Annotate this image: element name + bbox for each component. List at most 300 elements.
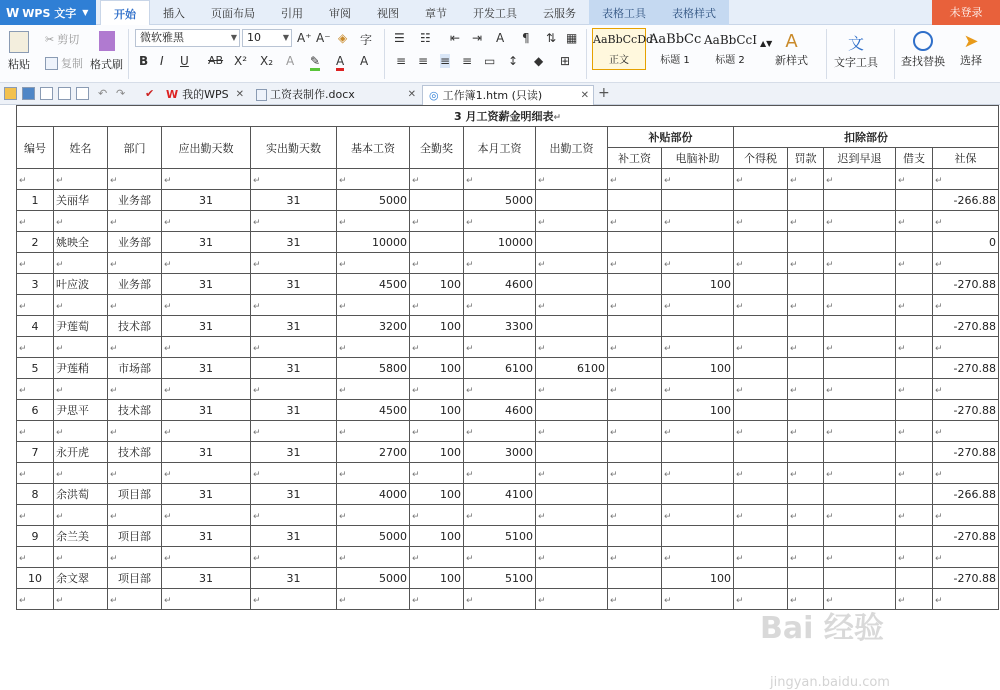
table-cell[interactable]: ↵ — [824, 169, 896, 190]
cell-attendance-bonus[interactable]: 100 — [410, 568, 464, 589]
table-cell[interactable]: ↵ — [933, 421, 999, 442]
format-painter-button[interactable] — [90, 31, 123, 72]
tab-table-tools[interactable]: 表格工具 — [589, 0, 659, 25]
cell-income-tax[interactable] — [734, 442, 788, 463]
table-cell[interactable]: ↵ — [536, 211, 608, 232]
table-cell[interactable]: ↵ — [17, 547, 54, 568]
login-button[interactable]: 未登录 — [932, 0, 1000, 25]
cell-no[interactable]: 9 — [17, 526, 54, 547]
table-cell[interactable]: ↵ — [410, 295, 464, 316]
cell-income-tax[interactable] — [734, 526, 788, 547]
save-icon[interactable] — [22, 87, 35, 100]
table-cell[interactable]: ↵ — [17, 379, 54, 400]
table-cell[interactable]: ↵ — [54, 505, 108, 526]
table-cell[interactable]: ↵ — [788, 547, 824, 568]
cell-due-days[interactable]: 31 — [162, 316, 251, 337]
table-cell[interactable]: ↵ — [933, 253, 999, 274]
cell-name[interactable]: 余洪萄 — [54, 484, 108, 505]
table-cell[interactable]: ↵ — [464, 589, 536, 610]
table-cell[interactable]: ↵ — [162, 211, 251, 232]
clear-format-icon[interactable]: ◈ — [338, 31, 348, 45]
cell-due-days[interactable]: 31 — [162, 274, 251, 295]
table-cell[interactable]: ↵ — [17, 589, 54, 610]
text-tools-button[interactable] — [834, 31, 878, 70]
table-cell[interactable]: ↵ — [162, 169, 251, 190]
table-cell[interactable]: ↵ — [251, 169, 337, 190]
cell-due-days[interactable]: 31 — [162, 358, 251, 379]
cell-attendance-pay[interactable] — [536, 568, 608, 589]
redo-icon[interactable]: ↷ — [116, 87, 126, 100]
cell-dept[interactable]: 项目部 — [108, 526, 162, 547]
customize-icon[interactable]: ✔ — [145, 87, 155, 100]
cell-base-salary[interactable]: 4500 — [337, 274, 410, 295]
table-cell[interactable]: ↵ — [108, 463, 162, 484]
table-cell[interactable]: ↵ — [734, 379, 788, 400]
table-cell[interactable]: ↵ — [464, 337, 536, 358]
cell-income-tax[interactable] — [734, 400, 788, 421]
cell-base-salary[interactable]: 2700 — [337, 442, 410, 463]
table-cell[interactable]: ↵ — [410, 379, 464, 400]
table-cell[interactable]: ↵ — [464, 421, 536, 442]
cell-dept[interactable]: 技术部 — [108, 400, 162, 421]
cell-subsidy-pay[interactable] — [608, 484, 662, 505]
cell-base-salary[interactable]: 5000 — [337, 568, 410, 589]
table-cell[interactable]: ↵ — [788, 211, 824, 232]
cell-actual-days[interactable]: 31 — [251, 316, 337, 337]
table-cell[interactable]: ↵ — [933, 379, 999, 400]
cell-monthly-salary[interactable]: 4100 — [464, 484, 536, 505]
table-cell[interactable]: ↵ — [933, 505, 999, 526]
table-cell[interactable]: ↵ — [662, 379, 734, 400]
table-cell[interactable]: ↵ — [896, 505, 933, 526]
tab-workbook-readonly[interactable] — [422, 85, 594, 105]
tab-cloud[interactable]: 云服务 — [543, 7, 576, 20]
table-cell[interactable]: ↵ — [788, 379, 824, 400]
table-cell[interactable]: ↵ — [608, 547, 662, 568]
cell-no[interactable]: 1 — [17, 190, 54, 211]
cell-income-tax[interactable] — [734, 274, 788, 295]
cell-name[interactable]: 尹莲稍 — [54, 358, 108, 379]
cell-pc-allowance[interactable]: 100 — [662, 274, 734, 295]
table-cell[interactable]: ↵ — [251, 211, 337, 232]
italic-button[interactable]: I — [160, 54, 164, 68]
print-preview-icon[interactable] — [76, 87, 89, 100]
tab-table-style[interactable]: 表格样式 — [659, 0, 729, 25]
cell-no[interactable]: 8 — [17, 484, 54, 505]
table-cell[interactable]: ↵ — [788, 337, 824, 358]
style-normal[interactable] — [592, 28, 654, 70]
table-cell[interactable]: ↵ — [108, 337, 162, 358]
cell-late-early[interactable] — [824, 484, 896, 505]
cell-attendance-bonus[interactable]: 100 — [410, 400, 464, 421]
cell-pc-allowance[interactable] — [662, 526, 734, 547]
cell-no[interactable]: 10 — [17, 568, 54, 589]
table-cell[interactable]: ↵ — [108, 169, 162, 190]
font-size-select[interactable] — [242, 29, 292, 47]
cell-no[interactable]: 4 — [17, 316, 54, 337]
close-icon[interactable]: ✕ — [580, 89, 589, 101]
line-spacing-icon[interactable]: ↕ — [508, 54, 519, 68]
table-cell[interactable]: ↵ — [662, 253, 734, 274]
table-cell[interactable]: ↵ — [410, 337, 464, 358]
cell-subsidy-pay[interactable] — [608, 568, 662, 589]
table-cell[interactable]: ↵ — [410, 169, 464, 190]
cell-advance[interactable] — [896, 190, 933, 211]
cell-dept[interactable]: 业务部 — [108, 274, 162, 295]
table-cell[interactable]: ↵ — [337, 589, 410, 610]
cell-attendance-pay[interactable] — [536, 274, 608, 295]
table-cell[interactable]: ↵ — [734, 505, 788, 526]
cell-income-tax[interactable] — [734, 568, 788, 589]
align-center-icon[interactable]: ≡ — [418, 54, 429, 68]
table-cell[interactable]: ↵ — [933, 295, 999, 316]
tab-section[interactable]: 章节 — [425, 7, 447, 20]
table-cell[interactable]: ↵ — [108, 211, 162, 232]
cell-dept[interactable]: 技术部 — [108, 442, 162, 463]
table-cell[interactable]: ↵ — [464, 379, 536, 400]
table-cell[interactable]: ↵ — [896, 379, 933, 400]
table-cell[interactable]: ↵ — [734, 295, 788, 316]
table-cell[interactable]: ↵ — [162, 463, 251, 484]
table-cell[interactable]: ↵ — [536, 547, 608, 568]
cell-pc-allowance[interactable] — [662, 316, 734, 337]
table-cell[interactable]: ↵ — [662, 505, 734, 526]
table-cell[interactable]: ↵ — [54, 589, 108, 610]
cell-actual-days[interactable]: 31 — [251, 442, 337, 463]
table-cell[interactable]: ↵ — [608, 463, 662, 484]
cell-name[interactable]: 关丽华 — [54, 190, 108, 211]
cell-social-security[interactable]: -270.88 — [933, 274, 999, 295]
app-menu-button[interactable] — [0, 0, 96, 25]
table-cell[interactable]: ↵ — [54, 169, 108, 190]
table-cell[interactable]: ↵ — [734, 169, 788, 190]
table-cell[interactable]: ↵ — [54, 337, 108, 358]
cell-due-days[interactable]: 31 — [162, 568, 251, 589]
cell-dept[interactable]: 业务部 — [108, 232, 162, 253]
table-cell[interactable]: ↵ — [896, 421, 933, 442]
table-cell[interactable]: ↵ — [410, 253, 464, 274]
table-cell[interactable]: ↵ — [251, 505, 337, 526]
find-replace-button[interactable] — [901, 31, 945, 69]
table-cell[interactable]: ↵ — [896, 253, 933, 274]
table-cell[interactable]: ↵ — [162, 589, 251, 610]
cell-base-salary[interactable]: 4000 — [337, 484, 410, 505]
table-cell[interactable]: ↵ — [108, 295, 162, 316]
table-cell[interactable]: ↵ — [896, 589, 933, 610]
cell-no[interactable]: 5 — [17, 358, 54, 379]
table-cell[interactable]: ↵ — [824, 547, 896, 568]
table-cell[interactable]: ↵ — [337, 421, 410, 442]
export-pdf-icon[interactable] — [40, 87, 53, 100]
cell-base-salary[interactable]: 4500 — [337, 400, 410, 421]
table-cell[interactable]: ↵ — [337, 295, 410, 316]
cell-subsidy-pay[interactable] — [608, 316, 662, 337]
table-cell[interactable]: ↵ — [933, 589, 999, 610]
tab-developer[interactable]: 开发工具 — [473, 7, 517, 20]
table-cell[interactable]: ↵ — [662, 337, 734, 358]
cell-dept[interactable]: 市场部 — [108, 358, 162, 379]
cell-name[interactable]: 余兰美 — [54, 526, 108, 547]
cell-attendance-pay[interactable] — [536, 526, 608, 547]
table-cell[interactable]: ↵ — [536, 169, 608, 190]
table-cell[interactable]: ↵ — [536, 379, 608, 400]
table-cell[interactable]: ↵ — [933, 547, 999, 568]
table-cell[interactable]: ↵ — [824, 211, 896, 232]
table-cell[interactable]: ↵ — [17, 169, 54, 190]
cell-name[interactable]: 尹莲萄 — [54, 316, 108, 337]
cell-monthly-salary[interactable]: 5100 — [464, 526, 536, 547]
table-cell[interactable]: ↵ — [788, 505, 824, 526]
cell-late-early[interactable] — [824, 442, 896, 463]
table-cell[interactable]: ↵ — [108, 505, 162, 526]
table-cell[interactable]: ↵ — [162, 547, 251, 568]
table-cell[interactable]: ↵ — [824, 253, 896, 274]
table-cell[interactable]: ↵ — [608, 379, 662, 400]
table-cell[interactable]: ↵ — [17, 421, 54, 442]
cell-due-days[interactable]: 31 — [162, 400, 251, 421]
cell-pc-allowance[interactable] — [662, 232, 734, 253]
cell-subsidy-pay[interactable] — [608, 190, 662, 211]
cell-fine[interactable] — [788, 274, 824, 295]
cell-advance[interactable] — [896, 484, 933, 505]
cell-actual-days[interactable]: 31 — [251, 568, 337, 589]
cell-monthly-salary[interactable]: 3000 — [464, 442, 536, 463]
font-color-icon[interactable]: A — [336, 54, 344, 71]
cell-pc-allowance[interactable]: 100 — [662, 568, 734, 589]
cell-social-security[interactable]: -270.88 — [933, 358, 999, 379]
cell-dept[interactable]: 项目部 — [108, 484, 162, 505]
align-right-icon[interactable]: ≡ — [440, 54, 451, 68]
table-cell[interactable]: ↵ — [108, 379, 162, 400]
table-cell[interactable]: ↵ — [933, 463, 999, 484]
cell-monthly-salary[interactable]: 3300 — [464, 316, 536, 337]
cell-monthly-salary[interactable]: 10000 — [464, 232, 536, 253]
cell-monthly-salary[interactable]: 6100 — [464, 358, 536, 379]
new-style-button[interactable] — [775, 31, 808, 68]
table-cell[interactable]: ↵ — [108, 547, 162, 568]
table-cell[interactable]: ↵ — [896, 337, 933, 358]
table-cell[interactable]: ↵ — [108, 589, 162, 610]
cell-subsidy-pay[interactable] — [608, 358, 662, 379]
table-cell[interactable]: ↵ — [464, 295, 536, 316]
cell-fine[interactable] — [788, 568, 824, 589]
table-cell[interactable]: ↵ — [608, 505, 662, 526]
table-cell[interactable]: ↵ — [54, 463, 108, 484]
tab-page-layout[interactable]: 页面布局 — [211, 7, 255, 20]
font-name-select[interactable] — [135, 29, 240, 47]
table-cell[interactable]: ↵ — [17, 253, 54, 274]
cell-income-tax[interactable] — [734, 358, 788, 379]
tab-references[interactable]: 引用 — [281, 7, 303, 20]
table-cell[interactable]: ↵ — [896, 211, 933, 232]
cell-fine[interactable] — [788, 190, 824, 211]
cell-actual-days[interactable]: 31 — [251, 190, 337, 211]
table-cell[interactable]: ↵ — [251, 295, 337, 316]
cell-dept[interactable]: 项目部 — [108, 568, 162, 589]
table-cell[interactable]: ↵ — [734, 337, 788, 358]
table-cell[interactable]: ↵ — [896, 547, 933, 568]
cell-base-salary[interactable]: 3200 — [337, 316, 410, 337]
cell-attendance-bonus[interactable] — [410, 232, 464, 253]
cell-actual-days[interactable]: 31 — [251, 358, 337, 379]
numbering-icon[interactable]: ☷ — [420, 31, 431, 45]
cell-advance[interactable] — [896, 316, 933, 337]
new-tab-icon[interactable]: + — [598, 85, 610, 101]
cell-advance[interactable] — [896, 400, 933, 421]
table-cell[interactable]: ↵ — [734, 589, 788, 610]
cell-monthly-salary[interactable]: 5100 — [464, 568, 536, 589]
phonetic-icon[interactable]: 字 — [360, 33, 373, 47]
cell-actual-days[interactable]: 31 — [251, 232, 337, 253]
table-cell[interactable]: ↵ — [933, 337, 999, 358]
cell-advance[interactable] — [896, 232, 933, 253]
cell-late-early[interactable] — [824, 274, 896, 295]
table-cell[interactable]: ↵ — [162, 505, 251, 526]
cell-pc-allowance[interactable] — [662, 484, 734, 505]
cell-attendance-pay[interactable] — [536, 316, 608, 337]
close-icon[interactable]: ✕ — [235, 89, 244, 100]
table-cell[interactable]: ↵ — [896, 169, 933, 190]
table-cell[interactable]: ↵ — [337, 505, 410, 526]
cell-attendance-bonus[interactable]: 100 — [410, 526, 464, 547]
tab-review[interactable]: 审阅 — [329, 7, 351, 20]
close-icon[interactable]: ✕ — [407, 89, 416, 100]
table-cell[interactable]: ↵ — [17, 295, 54, 316]
cell-income-tax[interactable] — [734, 190, 788, 211]
cell-name[interactable]: 叶应波 — [54, 274, 108, 295]
cell-attendance-pay[interactable] — [536, 484, 608, 505]
cell-actual-days[interactable]: 31 — [251, 400, 337, 421]
cell-dept[interactable]: 业务部 — [108, 190, 162, 211]
cell-advance[interactable] — [896, 442, 933, 463]
cell-social-security[interactable]: -270.88 — [933, 400, 999, 421]
cell-monthly-salary[interactable]: 5000 — [464, 190, 536, 211]
table-cell[interactable]: ↵ — [251, 421, 337, 442]
cell-due-days[interactable]: 31 — [162, 190, 251, 211]
table-cell[interactable]: ↵ — [410, 463, 464, 484]
table-cell[interactable]: ↵ — [824, 337, 896, 358]
cell-social-security[interactable]: -270.88 — [933, 568, 999, 589]
cell-base-salary[interactable]: 10000 — [337, 232, 410, 253]
table-cell[interactable]: ↵ — [734, 421, 788, 442]
sort-icon[interactable]: ⇅ — [546, 31, 557, 45]
table-grid-icon[interactable]: ▦ — [566, 31, 578, 45]
table-cell[interactable]: ↵ — [824, 505, 896, 526]
cell-dept[interactable]: 技术部 — [108, 316, 162, 337]
table-cell[interactable]: ↵ — [54, 547, 108, 568]
table-cell[interactable]: ↵ — [464, 211, 536, 232]
style-heading-1[interactable] — [648, 28, 702, 70]
distribute-icon[interactable]: ▭ — [484, 54, 496, 68]
table-cell[interactable]: ↵ — [464, 547, 536, 568]
indent-icon[interactable]: ⇥ — [472, 31, 483, 45]
cell-social-security[interactable]: -270.88 — [933, 526, 999, 547]
cell-income-tax[interactable] — [734, 316, 788, 337]
print-icon[interactable] — [58, 87, 71, 100]
table-cell[interactable]: ↵ — [896, 463, 933, 484]
cell-pc-allowance[interactable]: 100 — [662, 358, 734, 379]
cell-social-security[interactable]: -266.88 — [933, 190, 999, 211]
table-cell[interactable]: ↵ — [824, 589, 896, 610]
table-cell[interactable]: ↵ — [734, 253, 788, 274]
cell-name[interactable]: 姚映全 — [54, 232, 108, 253]
table-cell[interactable]: ↵ — [608, 337, 662, 358]
cell-attendance-bonus[interactable]: 100 — [410, 316, 464, 337]
cell-advance[interactable] — [896, 526, 933, 547]
table-cell[interactable]: ↵ — [464, 463, 536, 484]
shading-icon[interactable]: ◆ — [534, 54, 544, 68]
underline-button[interactable]: U — [180, 54, 189, 68]
cell-fine[interactable] — [788, 232, 824, 253]
table-cell[interactable]: ↵ — [54, 253, 108, 274]
cell-due-days[interactable]: 31 — [162, 442, 251, 463]
cell-attendance-pay[interactable] — [536, 400, 608, 421]
cell-fine[interactable] — [788, 484, 824, 505]
cell-fine[interactable] — [788, 526, 824, 547]
cell-attendance-bonus[interactable]: 100 — [410, 442, 464, 463]
cell-pc-allowance[interactable] — [662, 442, 734, 463]
table-cell[interactable]: ↵ — [251, 463, 337, 484]
borders-icon[interactable]: ⊞ — [560, 54, 571, 68]
table-cell[interactable]: ↵ — [824, 463, 896, 484]
table-cell[interactable]: ↵ — [162, 379, 251, 400]
cell-social-security[interactable]: -266.88 — [933, 484, 999, 505]
table-cell[interactable]: ↵ — [17, 337, 54, 358]
table-cell[interactable]: ↵ — [464, 505, 536, 526]
table-cell[interactable]: ↵ — [608, 169, 662, 190]
table-cell[interactable]: ↵ — [251, 253, 337, 274]
superscript-button[interactable]: X² — [234, 54, 248, 68]
table-cell[interactable]: ↵ — [410, 505, 464, 526]
cell-due-days[interactable]: 31 — [162, 526, 251, 547]
show-marks-icon[interactable]: ¶ — [522, 31, 530, 45]
table-cell[interactable]: ↵ — [162, 337, 251, 358]
table-cell[interactable]: ↵ — [662, 421, 734, 442]
table-cell[interactable]: ↵ — [824, 421, 896, 442]
table-cell[interactable]: ↵ — [662, 211, 734, 232]
table-cell[interactable]: ↵ — [608, 589, 662, 610]
table-cell[interactable]: ↵ — [824, 379, 896, 400]
cell-social-security[interactable]: -270.88 — [933, 442, 999, 463]
cell-subsidy-pay[interactable] — [608, 274, 662, 295]
table-cell[interactable]: ↵ — [337, 547, 410, 568]
table-cell[interactable]: ↵ — [536, 505, 608, 526]
cell-monthly-salary[interactable]: 4600 — [464, 400, 536, 421]
table-cell[interactable]: ↵ — [662, 463, 734, 484]
table-cell[interactable]: ↵ — [54, 211, 108, 232]
table-cell[interactable]: ↵ — [933, 169, 999, 190]
outdent-icon[interactable]: ⇤ — [450, 31, 461, 45]
cell-social-security[interactable]: -270.88 — [933, 316, 999, 337]
cell-due-days[interactable]: 31 — [162, 484, 251, 505]
table-cell[interactable]: ↵ — [17, 211, 54, 232]
table-cell[interactable]: ↵ — [734, 211, 788, 232]
cell-attendance-pay[interactable]: 6100 — [536, 358, 608, 379]
cell-actual-days[interactable]: 31 — [251, 484, 337, 505]
table-cell[interactable]: ↵ — [608, 295, 662, 316]
tab-doc-salary[interactable] — [250, 85, 420, 105]
table-cell[interactable]: ↵ — [464, 169, 536, 190]
table-cell[interactable]: ↵ — [536, 421, 608, 442]
cell-late-early[interactable] — [824, 400, 896, 421]
table-cell[interactable]: ↵ — [608, 253, 662, 274]
table-cell[interactable]: ↵ — [662, 169, 734, 190]
char-border-icon[interactable]: A — [360, 54, 369, 68]
styles-more-icon[interactable]: ▲▼ — [760, 39, 773, 48]
table-cell[interactable]: ↵ — [17, 505, 54, 526]
cell-no[interactable]: 3 — [17, 274, 54, 295]
table-cell[interactable]: ↵ — [337, 253, 410, 274]
